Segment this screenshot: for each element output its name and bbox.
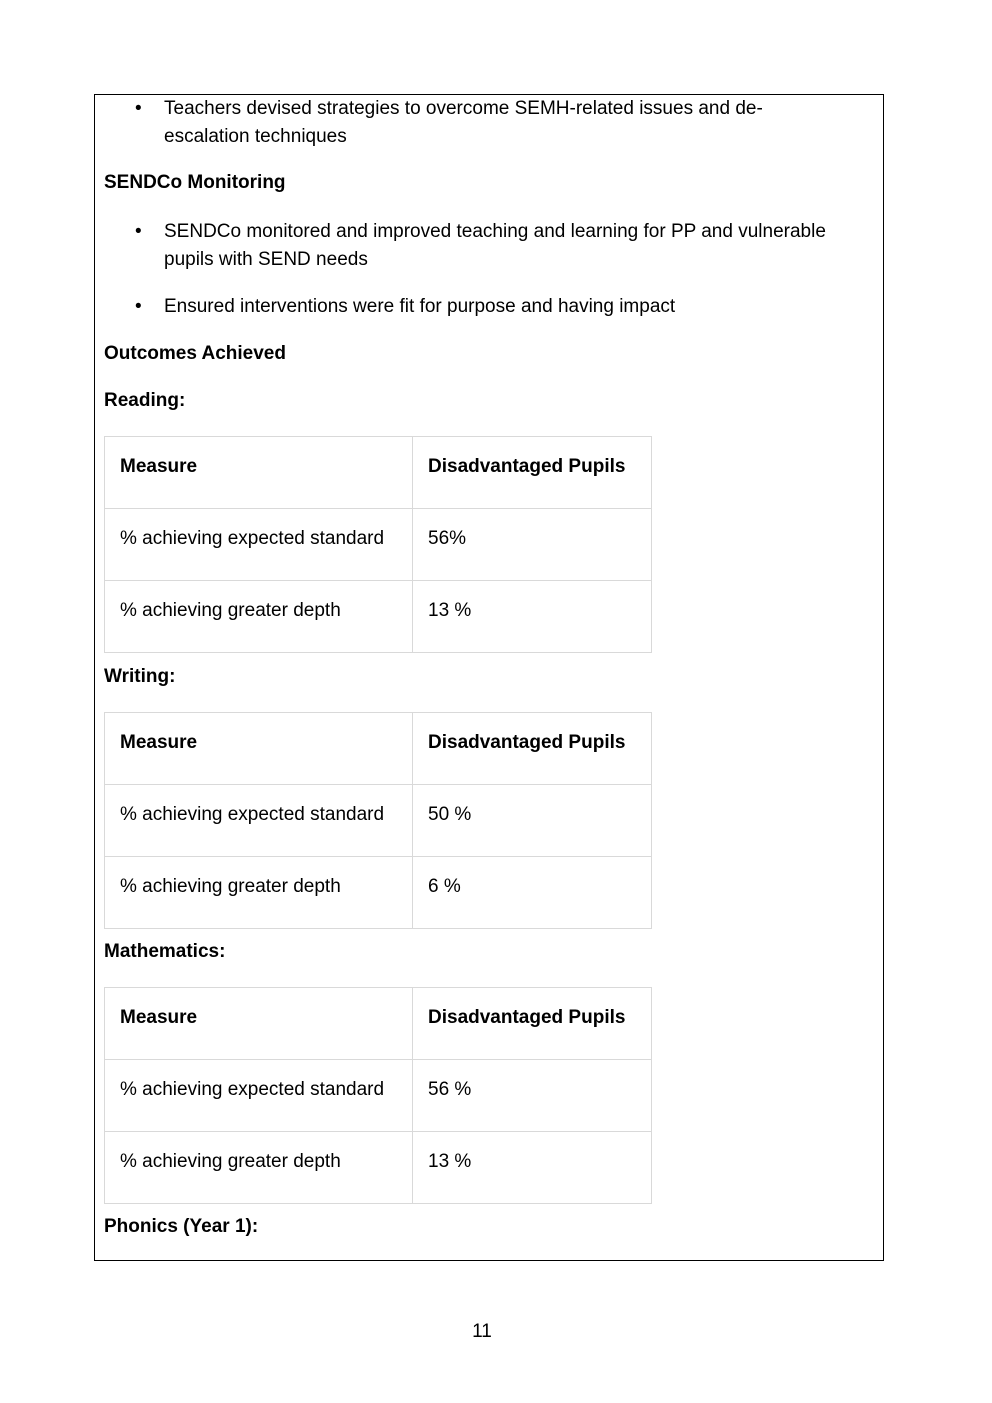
writing-heading: Writing: xyxy=(104,666,176,687)
table-header-cell: Disadvantaged Pupils xyxy=(413,713,652,785)
intro-bullet-list xyxy=(95,95,864,151)
outcomes-heading: Outcomes Achieved xyxy=(104,343,286,364)
table-cell: % achieving greater depth xyxy=(105,581,413,653)
bullet-text-line: Teachers devised strategies to overcome SEMH-related issues and de- xyxy=(164,98,763,119)
table-row xyxy=(105,785,652,857)
table-row xyxy=(105,1060,652,1132)
table-row xyxy=(105,581,652,653)
bullet-text-line: SENDCo monitored and improved teaching and learning for PP and vulnerable xyxy=(164,221,826,242)
table-cell: % achieving expected standard xyxy=(105,1060,413,1132)
reading-table xyxy=(104,436,652,653)
table-cell: 13 % xyxy=(413,581,652,653)
phonics-heading: Phonics (Year 1): xyxy=(104,1216,259,1237)
list-item xyxy=(95,95,864,151)
sendco-heading: SENDCo Monitoring xyxy=(104,172,286,193)
table-row xyxy=(105,857,652,929)
table-header-cell: Measure xyxy=(105,437,413,509)
table-cell: % achieving expected standard xyxy=(105,785,413,857)
table-cell: % achieving greater depth xyxy=(105,1132,413,1204)
bullet-text-line: Ensured interventions were fit for purpose and having impact xyxy=(164,296,676,317)
table-cell: % achieving greater depth xyxy=(105,857,413,929)
content-frame xyxy=(94,94,884,1261)
table-cell: 56 % xyxy=(413,1060,652,1132)
table-row xyxy=(105,1132,652,1204)
list-item xyxy=(95,218,864,274)
table-header-cell: Measure xyxy=(105,988,413,1060)
table-cell: 6 % xyxy=(413,857,652,929)
table-header-cell: Measure xyxy=(105,713,413,785)
table-header-cell: Disadvantaged Pupils xyxy=(413,437,652,509)
bullet-text-line: pupils with SEND needs xyxy=(164,249,368,270)
bullet-text-line: escalation techniques xyxy=(164,126,347,147)
bullet-icon: • xyxy=(135,98,142,119)
sendco-bullet-list xyxy=(95,218,864,274)
table-header-row xyxy=(105,713,652,785)
table-cell: 13 % xyxy=(413,1132,652,1204)
page-number: 11 xyxy=(472,1321,492,1342)
bullet-icon: • xyxy=(135,296,142,317)
table-header-row xyxy=(105,988,652,1060)
table-cell: 50 % xyxy=(413,785,652,857)
table-header-cell: Disadvantaged Pupils xyxy=(413,988,652,1060)
list-item xyxy=(95,293,864,321)
writing-table xyxy=(104,712,652,929)
bullet-icon: • xyxy=(135,221,142,242)
table-row xyxy=(105,509,652,581)
mathematics-heading: Mathematics: xyxy=(104,941,226,962)
sendco-bullet-list-2 xyxy=(95,293,864,321)
reading-heading: Reading: xyxy=(104,390,186,411)
table-header-row xyxy=(105,437,652,509)
table-cell: % achieving expected standard xyxy=(105,509,413,581)
table-cell: 56% xyxy=(413,509,652,581)
mathematics-table xyxy=(104,987,652,1204)
